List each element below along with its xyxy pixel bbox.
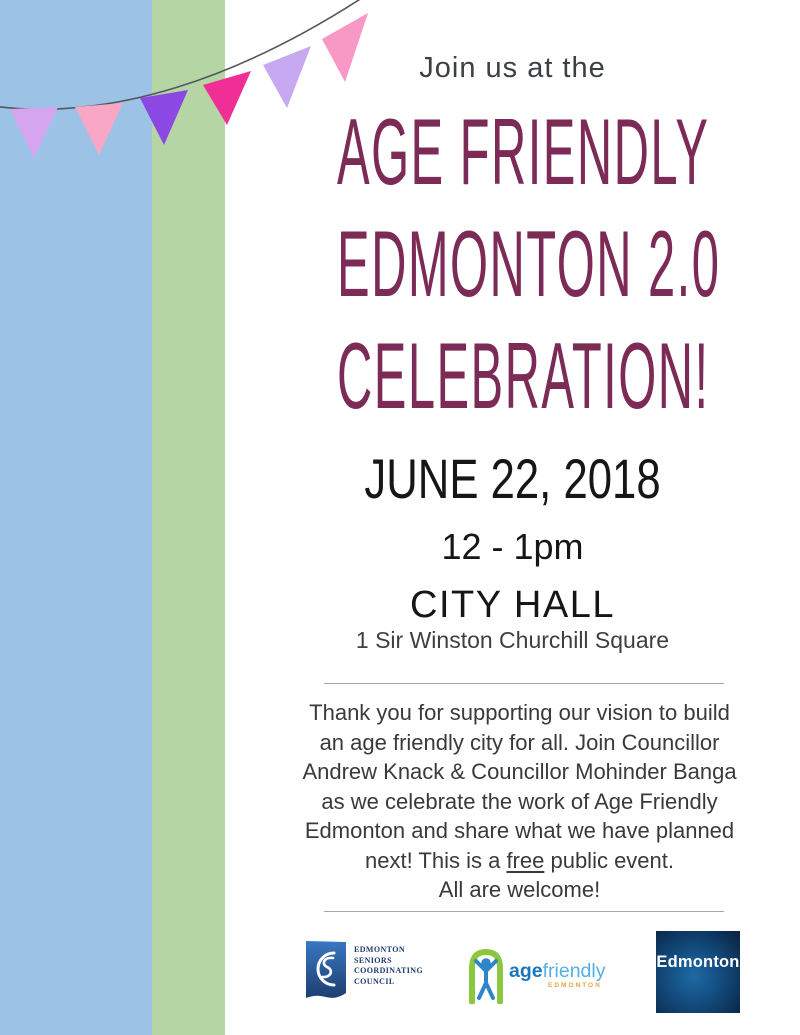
bunting-flag-3 <box>140 90 188 145</box>
event-date: JUNE 22, 2018 <box>364 447 661 510</box>
escc-line: EDMONTON <box>354 945 406 954</box>
description-line: Edmonton and share what we have planned <box>304 818 735 843</box>
escc-shield-icon <box>303 940 349 1002</box>
age-friendly-arch-icon <box>466 946 506 1004</box>
escc-logo <box>303 940 453 1002</box>
bunting-flag-1 <box>10 107 58 158</box>
description-line-free <box>232 846 800 876</box>
escc-line: COORDINATING <box>354 966 424 975</box>
bunting-flag-2 <box>75 103 123 155</box>
description-line: Andrew Knack & Councillor Mohinder Banga <box>302 759 737 784</box>
event-venue: CITY HALL <box>410 584 615 626</box>
event-address: 1 Sir Winston Churchill Square <box>355 627 670 653</box>
title-line-2: EDMONTON 2.0 <box>337 211 721 316</box>
city-of-edmonton-logo <box>656 931 740 1013</box>
escc-line: SENIORS <box>354 955 392 965</box>
free-prefix: next! This is a <box>365 847 507 873</box>
event-description <box>232 698 800 905</box>
description-line: an age friendly city for all. Join Councillor <box>319 729 720 755</box>
closing-line: All are welcome! <box>438 877 601 902</box>
title-line-3: CELEBRATION! <box>337 323 710 428</box>
escc-wordmark <box>354 945 452 987</box>
edmonton-wordmark: Edmonton <box>656 953 740 971</box>
escc-line: COUNCIL <box>354 976 395 986</box>
free-word: free <box>506 847 545 873</box>
description-line: as we celebrate the work of Age Friendly <box>321 788 718 814</box>
age-friendly-subtext: EDMONTON <box>548 982 602 989</box>
event-time: 12 - 1pm <box>441 526 584 567</box>
description-line: Thank you for supporting our vision to build <box>309 700 730 725</box>
age-word: age <box>509 960 543 982</box>
bottom-divider <box>324 911 724 912</box>
event-title <box>199 96 774 432</box>
age-friendly-logo <box>466 944 606 1004</box>
intro-line: Join us at the <box>419 52 606 84</box>
top-divider <box>324 683 724 684</box>
age-friendly-wordmark <box>509 960 605 983</box>
friendly-word: friendly <box>542 960 606 982</box>
free-suffix: public event. <box>544 847 674 873</box>
title-line-1: AGE FRIENDLY <box>337 99 710 204</box>
flyer-content <box>225 0 800 1035</box>
